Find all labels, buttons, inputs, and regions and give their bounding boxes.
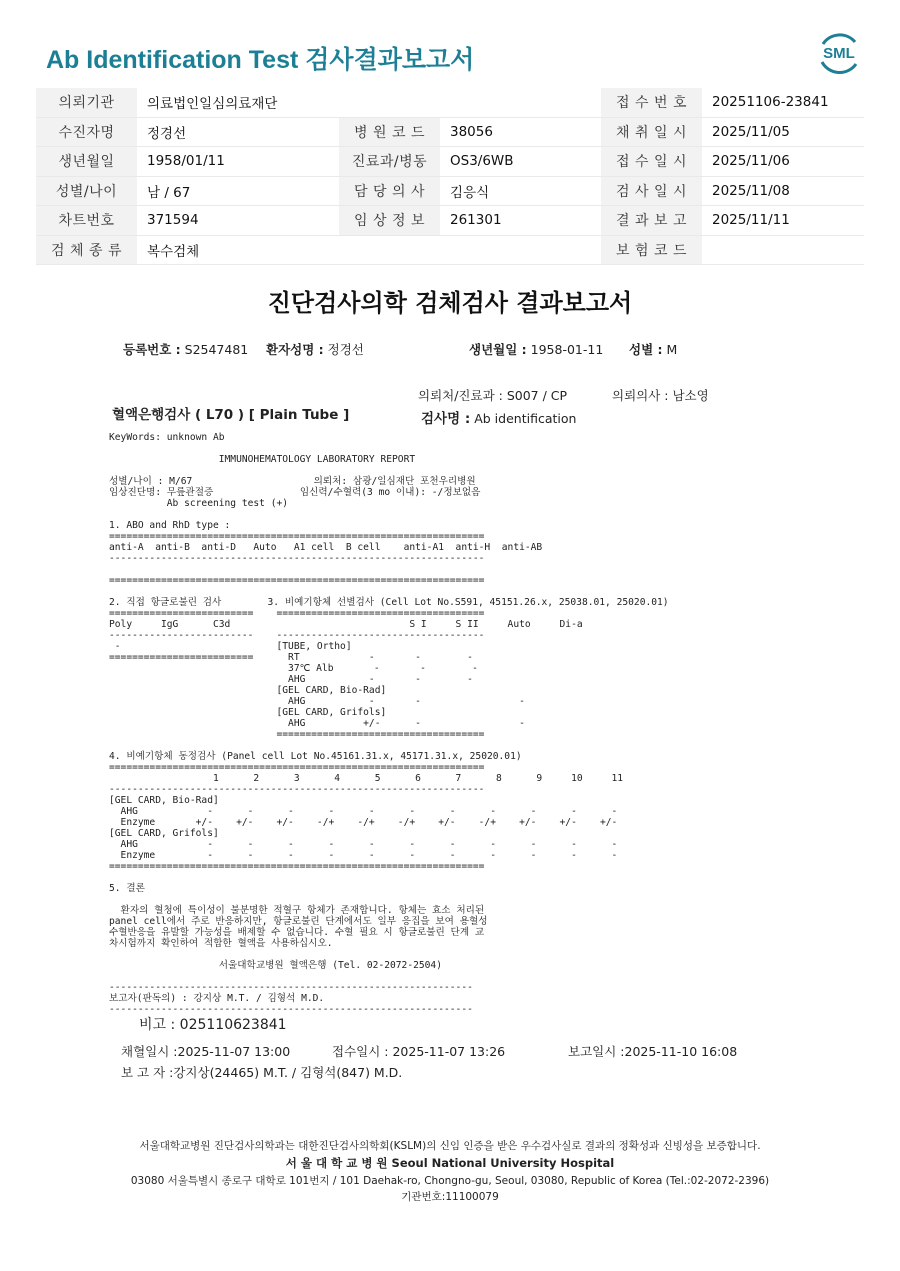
info-value: 2025/11/11 <box>702 206 864 236</box>
info-label: 의뢰기관 <box>36 88 137 117</box>
info-value: 371594 <box>137 206 339 236</box>
report-time-label: 보고일시 : <box>568 1044 625 1059</box>
remark-value: 025110623841 <box>179 1017 287 1033</box>
institution-number: 기관번호:11100079 <box>401 1191 499 1203</box>
sex-label: 성별 : <box>629 342 663 357</box>
info-value: 2025/11/06 <box>702 147 864 177</box>
patient-info-table <box>36 88 864 265</box>
registration-field <box>123 340 248 358</box>
info-value: 2025/11/05 <box>702 117 864 147</box>
info-value: 의료법인일심의료재단 <box>137 88 601 117</box>
info-value: 김응식 <box>440 176 601 206</box>
logo-text: SML <box>823 45 855 62</box>
info-label: 차트번호 <box>36 206 137 236</box>
info-label: 접 수 번 호 <box>601 88 702 117</box>
reporter-field <box>121 1063 402 1081</box>
report-time-field <box>568 1042 737 1060</box>
requesting-doctor-text: 의뢰의사 : 남소영 <box>612 388 709 403</box>
info-value: 1958/01/11 <box>137 147 339 177</box>
test-name-field <box>421 407 576 427</box>
reporter-value: 강지상(24465) M.T. / 김형석(847) M.D. <box>173 1065 403 1080</box>
info-value: OS3/6WB <box>440 147 601 177</box>
table-row <box>36 147 864 177</box>
info-value <box>702 235 864 265</box>
info-label: 병 원 코 드 <box>339 117 440 147</box>
lab-report-body: KeyWords: unknown Ab IMMUNOHEMATOLOGY LABORATORY REPORT 성별/나이 : M/67 의뢰처: 삼광/일심재단 포천우리병원 임상진단명: 무릎관절증 임신력/수혈력(3 mo 이내): -/정보없음 Ab screening test (+) 1. ABO and RhD type : ================================================================= anti-A anti-B anti-D Auto A1 cell B cell anti-A1 anti-H anti-AB ----------------------------------------------------------------- ================================================================= 2. 직접 항글로불린 검사 3. 비예기항체 선별검사 (Cell Lot No.S591, 45151.26.x, 25038.01, 25020.01) ========================= ==================================== Poly IgG C3d S I S II Auto Di-a ------------------------- ------------------------------------ - [TUBE, Ortho] ========================= RT - - - 37℃ Alb - - - AHG - - - [GEL CARD, Bio-Rad] AHG - - - [GEL CARD, Grifols] AHG +/- - - ==================================== 4. 비예기항체 동정검사 (Panel cell Lot No.45161.31.x, 45171.31.x, 25020.01) ================================================================= 1 2 3 4 5 6 7 8 9 10 11 ----------------------------------------------------------------- [GEL CARD, Bio-Rad] AHG - - - - - - - - - - - Enzyme +/- +/- +/- -/+ -/+ -/+ +/- -/+ +/- +/- +/- [GEL CARD, Grifols] AHG - - - - - - - - - - - Enzyme - - - - - - - - - - - ================================================================= 5. 결론 환자의 혈청에 특이성이 불분명한 적혈구 항체가 존재합니다. 항체는 효소 처리된 panel cell에서 주로 반응하지만, 항글로불린 단계에서도 일부 응집을 보여 용혈성 수혈반응을 유발할 가능성을 배제할 수 없습니다. 수혈 필요 시 항글로불린 단계 교 차시험까지 확인하여 적합한 혈액을 사용하십시오. 서울대학교병원 혈액은행 (Tel. 02-2072-2504) --------------------------------------------------------------- 보고자(판독의) : 강지상 M.T. / 김형석 M.D. --------------------------------------------------------------- <box>109 432 669 1015</box>
hospital-name: 서 울 대 학 교 병 원 Seoul National University Hospital <box>285 1156 615 1170</box>
certification-text: 서울대학교병원 진단검사의학과는 대한진단검사의학회(KSLM)의 신임 인증을 받은 우수검사실로 결과의 정확성과 신빙성을 보증합니다. <box>139 1140 761 1152</box>
blood-bank-test: 혈액은행검사 ( L70 ) [ Plain Tube ] <box>112 407 350 423</box>
info-label: 검 사 일 시 <box>601 176 702 206</box>
remark-field <box>139 1014 287 1034</box>
report-time-value: 2025-11-10 16:08 <box>624 1044 738 1059</box>
patient-name-label: 환자성명 : <box>266 342 324 357</box>
receive-time-field <box>332 1042 505 1060</box>
department-text: 의뢰처/진료과 : S007 / CP <box>418 388 568 403</box>
receive-time-label: 접수일시 : <box>332 1044 389 1059</box>
sex-field <box>629 340 677 358</box>
info-label: 보 험 코 드 <box>601 235 702 265</box>
birth-value: 1958-01-11 <box>530 342 604 357</box>
sex-value: M <box>666 342 678 357</box>
info-value: 남 / 67 <box>137 176 339 206</box>
birth-field <box>469 340 603 358</box>
info-label: 담 당 의 사 <box>339 176 440 206</box>
receive-time-value: 2025-11-07 13:26 <box>392 1044 506 1059</box>
info-value: 복수검체 <box>137 235 601 265</box>
info-label: 진료과/병동 <box>339 147 440 177</box>
info-label: 성별/나이 <box>36 176 137 206</box>
page-title: Ab Identification Test 검사결과보고서 <box>46 46 475 74</box>
table-row <box>36 235 864 265</box>
info-label: 생년월일 <box>36 147 137 177</box>
registration-label: 등록번호 : <box>123 342 181 357</box>
table-row <box>36 206 864 236</box>
info-value: 20251106-23841 <box>702 88 864 117</box>
info-label: 결 과 보 고 <box>601 206 702 236</box>
info-value: 38056 <box>440 117 601 147</box>
test-name-label: 검사명 : <box>421 411 471 427</box>
info-label: 수진자명 <box>36 117 137 147</box>
hospital-address: 03080 서울특별시 종로구 대학로 101번지 / 101 Daehak-ro, Chongno-gu, Seoul, 03080, Republic of Korea (Tel.:02-2072-2396) <box>130 1175 770 1187</box>
table-row <box>36 88 864 117</box>
collect-time-value: 2025-11-07 13:00 <box>177 1044 291 1059</box>
info-label: 채 취 일 시 <box>601 117 702 147</box>
test-name-value: Ab identification <box>474 411 577 426</box>
info-label: 임 상 정 보 <box>339 206 440 236</box>
info-value: 정경선 <box>137 117 339 147</box>
collect-time-label: 채혈일시 : <box>121 1044 178 1059</box>
registration-value: S2547481 <box>184 342 249 357</box>
info-value: 261301 <box>440 206 601 236</box>
info-label: 검 체 종 류 <box>36 235 137 265</box>
info-label: 접 수 일 시 <box>601 147 702 177</box>
remark-label: 비고 : <box>139 1017 176 1033</box>
birth-label: 생년월일 : <box>469 342 527 357</box>
table-row <box>36 117 864 147</box>
reporter-label: 보 고 자 : <box>121 1065 174 1080</box>
sml-logo-icon <box>815 30 863 76</box>
patient-name-field <box>266 340 364 358</box>
patient-name-value: 정경선 <box>327 342 364 357</box>
collect-time-field <box>121 1042 290 1060</box>
table-row <box>36 176 864 206</box>
report-title: 진단검사의학 검체검사 결과보고서 <box>267 289 633 317</box>
info-value: 2025/11/08 <box>702 176 864 206</box>
